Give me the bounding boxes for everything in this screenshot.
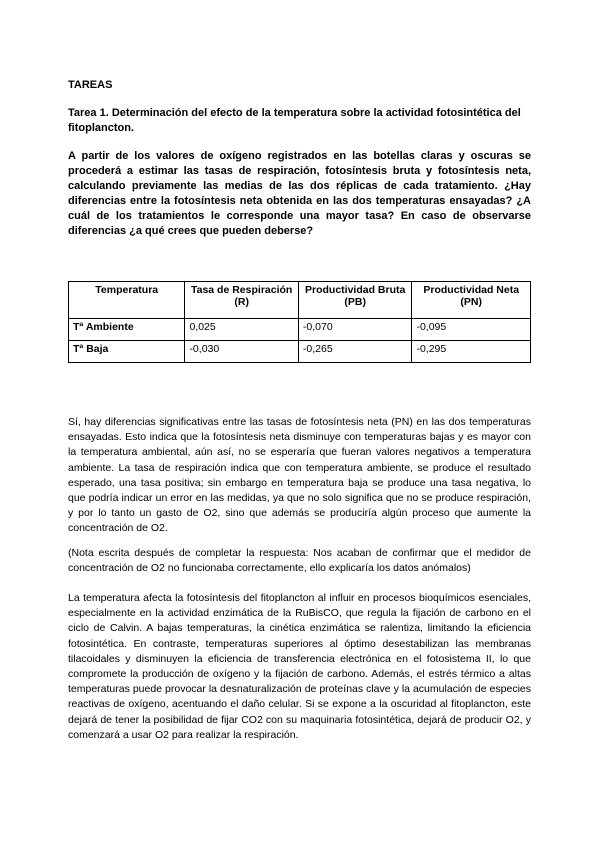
cell-pn-baja: -0,295 xyxy=(412,341,531,363)
table-row xyxy=(69,319,531,341)
row-label-baja: Tª Baja xyxy=(69,341,185,363)
results-table xyxy=(68,281,531,363)
table-header-row xyxy=(69,282,531,319)
cell-r-ambiente: 0,025 xyxy=(185,319,298,341)
cell-pb-ambiente: -0,070 xyxy=(298,319,412,341)
cell-r-baja: -0,030 xyxy=(185,341,298,363)
table-row xyxy=(69,341,531,363)
header-productividad-bruta: Productividad Bruta (PB) xyxy=(298,282,412,319)
row-label-ambiente: Tª Ambiente xyxy=(69,319,185,341)
header-respiracion: Tasa de Respiración (R) xyxy=(185,282,298,319)
section-heading: TAREAS xyxy=(68,79,113,91)
cell-pb-baja: -0,265 xyxy=(298,341,412,363)
answer-paragraph-1: Sí, hay diferencias significativas entre las tasas de fotosíntesis neta (PN) en las dos temperaturas ensayadas. Esto indica que la fotosíntesis neta disminuye con temperaturas bajas y es mayor con la temperatura ambiental, aún así, no se esperaría que fueran valores negativos a temperatura ambiente. La tasa de respiración indica que con temperatura ambiente, se produce el resultado esperado, una tasa positiva; sin embargo en temperatura baja se produce una tasa negativa, lo que podría indicar un error en las medidas, ya que no solo significa que no se produce respiración, y por lo tanto un gasto de O2, sino que además se produciría algún proceso que aumente la concentración de O2. xyxy=(68,416,531,535)
header-productividad-neta: Productividad Neta (PN) xyxy=(412,282,531,319)
cell-pn-ambiente: -0,095 xyxy=(412,319,531,341)
header-temperatura: Temperatura xyxy=(69,282,185,319)
task-title: Tarea 1. Determinación del efecto de la temperatura sobre la actividad fotosintética del fitoplancton. xyxy=(68,107,521,134)
answer-paragraph-2: La temperatura afecta la fotosíntesis del fitoplancton al influir en procesos bioquímicos esenciales, especialmente en la actividad enzimática de la RuBisCO, que regula la fijación de carbono en el ciclo de Calvin. A bajas temperaturas, la cinética enzimática se ralentiza, limitando la eficiencia fotosintética. En contraste, temperaturas superiores al óptimo desestabilizan las membranas tilacoidales y disminuyen la eficiencia de transferencia electrónica en el fotosistema II, lo que compromete la producción de oxígeno y la fijación de carbono. Además, el estrés térmico a altas temperaturas puede provocar la desnaturalización de proteínas clave y la acumulación de especies reactivas de oxígeno, acentuando el daño celular. Si se expone a la oscuridad al fitoplancton, este dejará de tener la posibilidad de fijar CO2 con su maquinaria fotosintética, dejará de producir O2, y comenzará a usar O2 para realizar la respiración. xyxy=(68,592,531,741)
document-page xyxy=(68,78,531,743)
task-question: A partir de los valores de oxígeno registrados en las botellas claras y oscuras se procederá a estimar las tasas de respiración, fotosíntesis bruta y fotosíntesis neta, calculando previamente las medias de las dos réplicas de cada tratamiento. ¿Hay diferencias entre la fotosíntesis neta obtenida en las dos temperaturas ensayadas? ¿A cuál de los tratamientos le corresponde una mayor tasa? En caso de observarse diferencias ¿a qué crees que pueden deberse? xyxy=(68,150,531,237)
answer-note: (Nota escrita después de completar la respuesta: Nos acaban de confirmar que el medidor de concentración de O2 no funcionaba correctamente, ello explicaría los datos anómalos) xyxy=(68,546,531,574)
